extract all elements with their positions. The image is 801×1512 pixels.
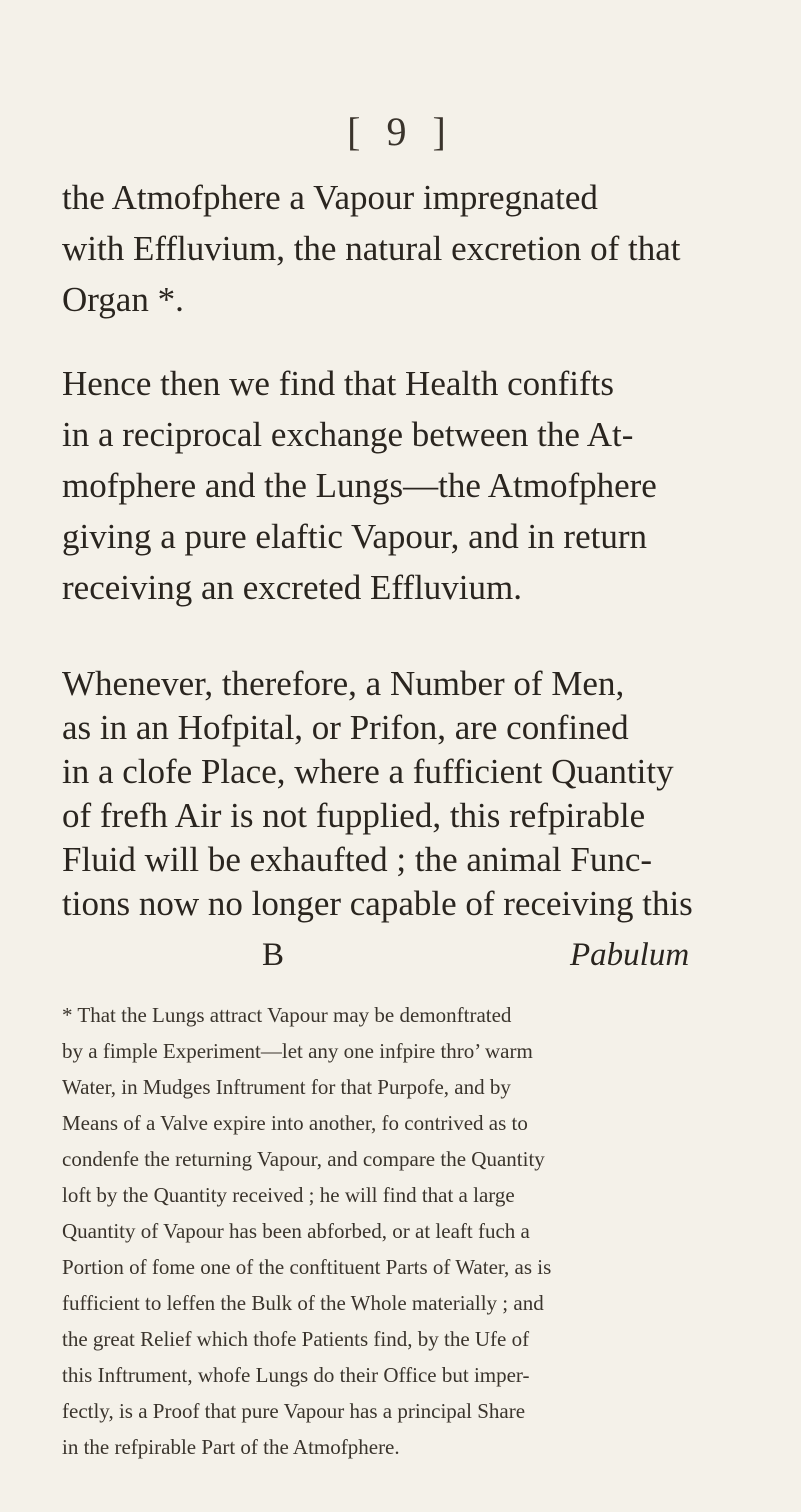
footnote-line: Means of a Valve expire into another, fo contrived as to xyxy=(62,1111,528,1135)
footnote-line: condenfe the returning Vapour, and compare the Quantity xyxy=(62,1147,545,1171)
text-line: in a reciprocal exchange between the At- xyxy=(62,415,634,454)
footnote-line: by a fimple Experiment—let any one infpire thro’ warm xyxy=(62,1039,533,1063)
text-line: with Effluvium, the natural excretion of that xyxy=(62,229,681,268)
text-line: tions now no longer capable of receiving this xyxy=(62,884,693,923)
footnote-line: loft by the Quantity received ; he will find that a large xyxy=(62,1183,515,1207)
footnote-line: this Inftrument, whofe Lungs do their Office but imper- xyxy=(62,1363,530,1387)
text-line: Hence then we find that Health confifts xyxy=(62,364,615,403)
text-line: giving a pure elaftic Vapour, and in return xyxy=(62,517,647,556)
footnote-line: Water, in Mudges Inftrument for that Purpofe, and by xyxy=(62,1075,511,1099)
footnote-line: fectly, is a Proof that pure Vapour has a principal Share xyxy=(62,1399,526,1423)
signature-mark: B xyxy=(262,937,285,973)
text-line: receiving an excreted Effluvium. xyxy=(62,568,522,607)
text-line: Organ *. xyxy=(62,280,184,319)
text-line: as in an Hofpital, or Prifon, are confined xyxy=(62,708,629,747)
footnote-line: fufficient to leffen the Bulk of the Whole materially ; and xyxy=(62,1291,544,1315)
footnote-line: Portion of fome one of the conftituent Parts of Water, as is xyxy=(62,1255,552,1279)
text-line: mofphere and the Lungs—the Atmofphere xyxy=(62,466,657,505)
page-number: [ 9 ] xyxy=(347,109,454,154)
footnote-line: Quantity of Vapour has been abforbed, or at leaft fuch a xyxy=(62,1219,530,1243)
text-line: of frefh Air is not fupplied, this refpirable xyxy=(62,796,646,835)
footnote-line: * That the Lungs attract Vapour may be demonftrated xyxy=(62,1003,512,1027)
text-line: Whenever, therefore, a Number of Men, xyxy=(62,664,625,703)
text-line: Fluid will be exhaufted ; the animal Func- xyxy=(62,840,653,879)
catchword: Pabulum xyxy=(570,937,690,973)
footnote-line: the great Relief which thofe Patients find, by the Ufe of xyxy=(62,1327,530,1351)
text-line: in a clofe Place, where a fufficient Quantity xyxy=(62,752,674,791)
text-line: the Atmofphere a Vapour impregnated xyxy=(62,178,598,217)
footnote-line: in the refpirable Part of the Atmofphere. xyxy=(62,1435,400,1459)
